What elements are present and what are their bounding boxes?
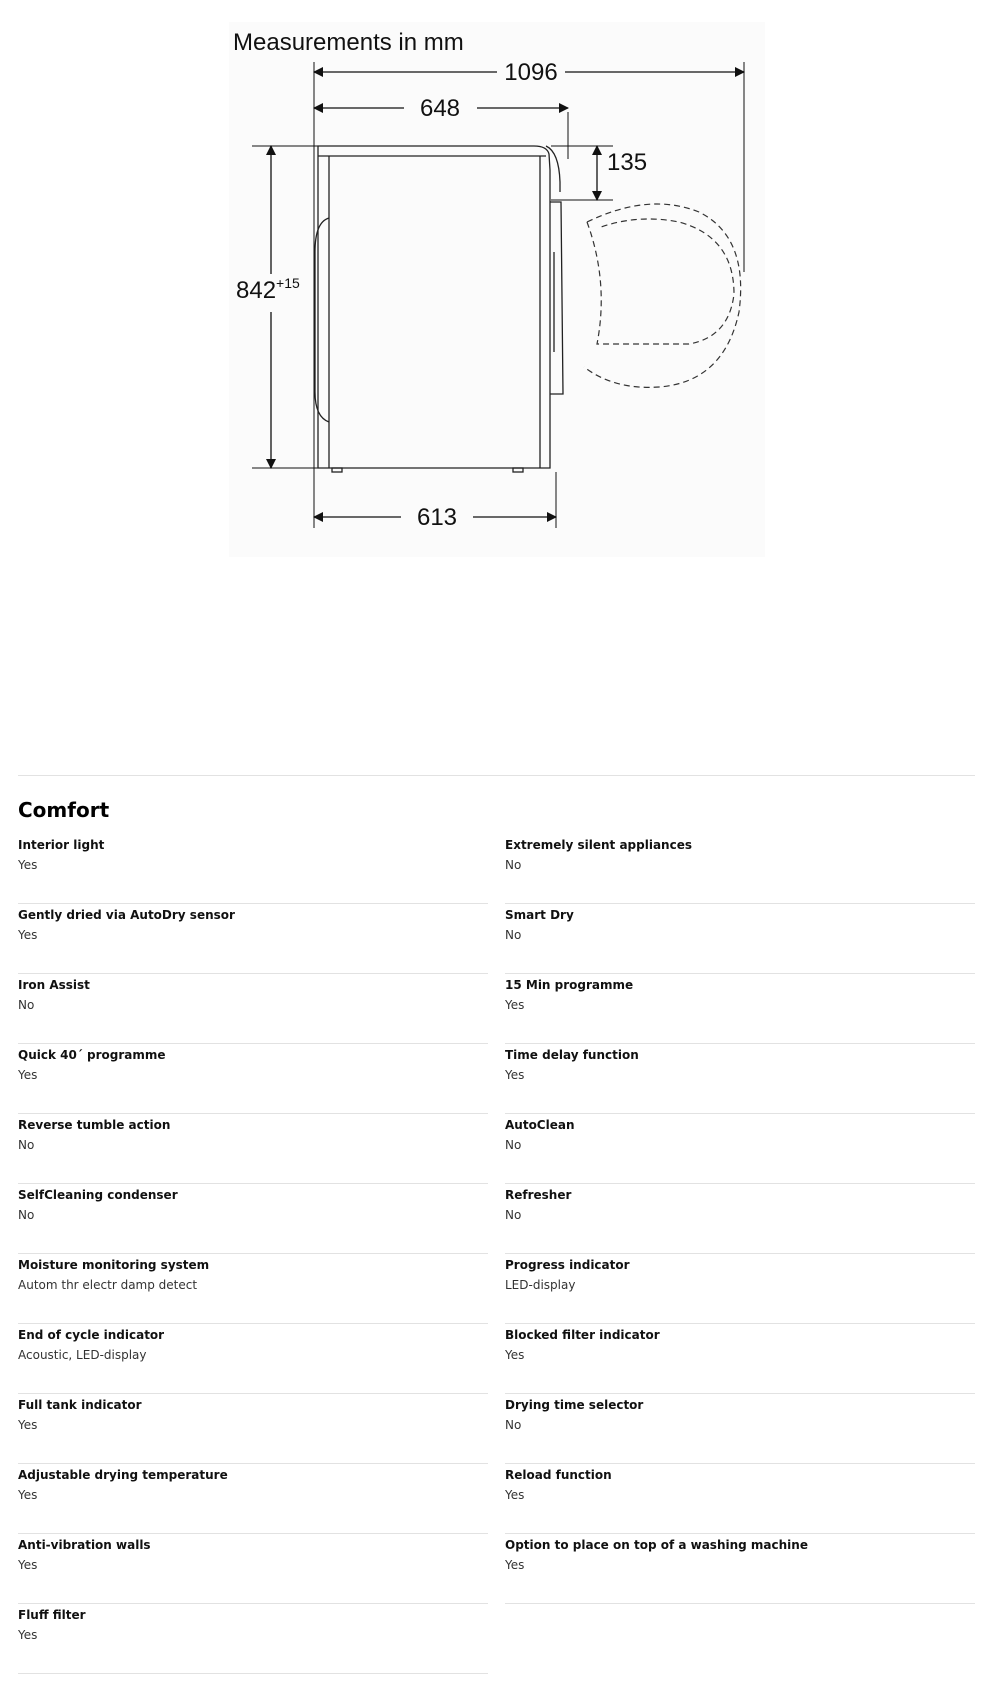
open-door-outer-arc: [584, 204, 741, 387]
spec-value: No: [18, 998, 35, 1012]
spec-item: [505, 1044, 975, 1114]
spec-label: AutoClean: [505, 1118, 575, 1132]
spec-label: Gently dried via AutoDry sensor: [18, 908, 235, 922]
spec-value: Yes: [18, 1488, 38, 1502]
spec-item: [18, 1044, 488, 1114]
spec-value: Yes: [18, 928, 38, 942]
spec-label: Extremely silent appliances: [505, 838, 692, 852]
comfort-section: [18, 775, 975, 1674]
diagram-title: Measurements in mm: [233, 29, 464, 56]
spec-label: Refresher: [505, 1188, 572, 1202]
spec-value: Yes: [505, 1558, 525, 1572]
spec-item: [18, 1324, 488, 1394]
dryer-door-closed: [550, 202, 563, 394]
spec-label: Moisture monitoring system: [18, 1258, 210, 1272]
spec-label: 15 Min programme: [505, 978, 634, 992]
spec-value: No: [18, 1138, 35, 1152]
spec-label: Full tank indicator: [18, 1398, 142, 1412]
dryer-foot-left: [332, 468, 342, 472]
dim-label-648: 648: [419, 95, 461, 122]
spec-item: [505, 834, 975, 904]
spec-value: No: [505, 928, 522, 942]
spec-label: SelfCleaning condenser: [18, 1188, 178, 1202]
spec-label: Progress indicator: [505, 1258, 630, 1272]
spec-item: [18, 1184, 488, 1254]
spec-label: Fluff filter: [18, 1608, 86, 1622]
spec-item: [505, 904, 975, 974]
dryer-cabinet: [318, 146, 550, 468]
spec-value: Autom thr electr damp detect: [18, 1278, 198, 1292]
dryer-rear-bulge: [315, 218, 329, 422]
dryer-foot-right: [513, 468, 523, 472]
spec-label: Blocked filter indicator: [505, 1328, 660, 1342]
spec-label: Anti-vibration walls: [18, 1538, 151, 1552]
spec-item: [18, 1394, 488, 1464]
dryer-side-view-drawing: [229, 22, 765, 557]
dimension-diagram: [229, 22, 765, 557]
spec-item: [18, 1464, 488, 1534]
spec-value: No: [505, 1418, 522, 1432]
spec-label: Reload function: [505, 1468, 612, 1482]
spec-value: No: [505, 1138, 522, 1152]
spec-value: Acoustic, LED-display: [18, 1348, 147, 1362]
spec-value: Yes: [18, 1418, 38, 1432]
spec-item: [505, 1324, 975, 1394]
dim-label-1096: 1096: [504, 59, 558, 86]
spec-value: Yes: [18, 1068, 38, 1082]
spec-value: No: [18, 1208, 35, 1222]
open-door-swing: [584, 204, 741, 387]
spec-label: Interior light: [18, 838, 105, 852]
spec-item: [18, 974, 488, 1044]
spec-item: [505, 1534, 975, 1604]
spec-item: [18, 834, 488, 904]
spec-value: Yes: [18, 858, 38, 872]
spec-value: Yes: [505, 1068, 525, 1082]
spec-item: [18, 1254, 488, 1324]
dryer-outline: [315, 146, 563, 472]
spec-item: [505, 1114, 975, 1184]
spec-item: [18, 904, 488, 974]
spec-item: [505, 1254, 975, 1324]
spec-label: Option to place on top of a washing machine: [505, 1538, 808, 1552]
spec-label: Quick 40´ programme: [18, 1048, 166, 1062]
spec-label: Drying time selector: [505, 1398, 644, 1412]
spec-value: Yes: [505, 1488, 525, 1502]
spec-value: Yes: [505, 1348, 525, 1362]
spec-item: [505, 1464, 975, 1534]
dim-label-613: 613: [416, 504, 458, 531]
spec-value: Yes: [18, 1558, 38, 1572]
spec-label: Reverse tumble action: [18, 1118, 171, 1132]
spec-item: [505, 1184, 975, 1254]
spec-label: Adjustable drying temperature: [18, 1468, 228, 1482]
dim-label-height-value: 842: [236, 277, 277, 304]
dim-label-height-tolerance: +15: [276, 275, 300, 291]
spec-label: Smart Dry: [505, 908, 574, 922]
dim-label-height: [236, 275, 300, 304]
spec-item: [18, 1534, 488, 1604]
spec-label: Time delay function: [505, 1048, 639, 1062]
spec-grid: [18, 834, 975, 1674]
spec-value: LED-display: [505, 1278, 576, 1292]
spec-label: End of cycle indicator: [18, 1328, 165, 1342]
section-title: Comfort: [18, 798, 110, 822]
spec-item: [505, 1394, 975, 1464]
dim-label-135: 135: [607, 149, 648, 176]
spec-value: No: [505, 858, 522, 872]
spec-item: [505, 974, 975, 1044]
open-door-inner-arc: [587, 219, 734, 344]
spec-value: No: [505, 1208, 522, 1222]
spec-item: [18, 1604, 488, 1674]
spec-value: Yes: [18, 1628, 38, 1642]
spec-label: Iron Assist: [18, 978, 90, 992]
spec-item: [18, 1114, 488, 1184]
spec-value: Yes: [505, 998, 525, 1012]
